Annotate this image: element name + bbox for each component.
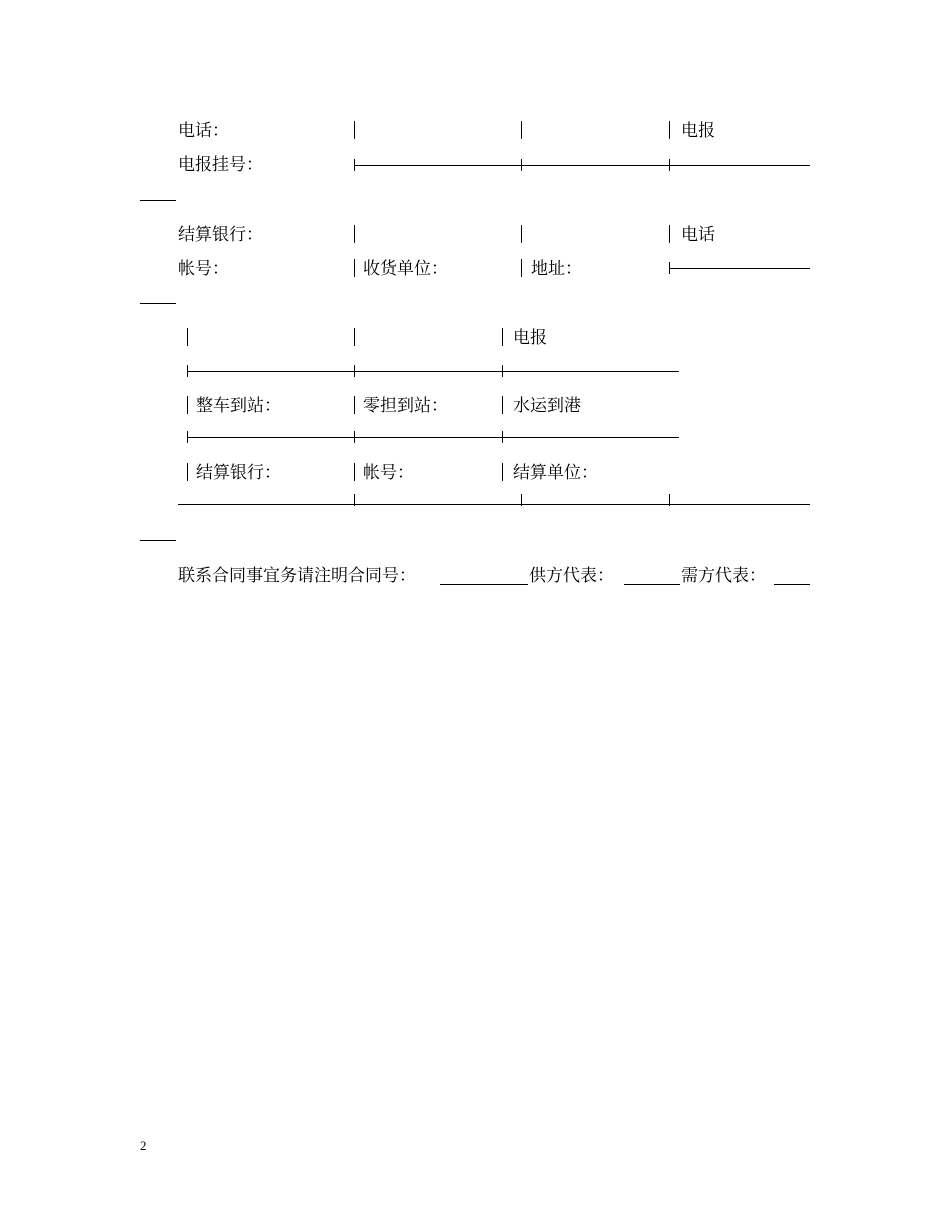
row-separator-tick <box>669 159 670 171</box>
row-separator-tick <box>521 159 522 171</box>
telegram-code-label: 电报挂号： <box>178 155 263 175</box>
column-divider <box>354 328 355 346</box>
column-divider <box>521 259 522 277</box>
column-divider <box>502 328 503 346</box>
contract-number-note: 联系合同事宜务请注明合同号： <box>178 566 416 586</box>
address-label: 地址： <box>531 259 582 279</box>
wrapped-line-tail <box>140 200 176 201</box>
phone-label-right: 电话 <box>681 225 715 245</box>
phone-label: 电话： <box>178 121 229 141</box>
column-divider <box>669 121 670 139</box>
wrapped-line-tail <box>140 540 176 541</box>
settlement-unit-label: 结算单位： <box>513 463 598 483</box>
column-divider <box>521 225 522 243</box>
row-separator-tick <box>669 494 670 506</box>
account-label-2: 帐号： <box>363 463 414 483</box>
column-divider <box>354 225 355 243</box>
column-divider <box>187 396 188 414</box>
column-divider <box>502 396 503 414</box>
account-label: 帐号： <box>178 259 229 279</box>
row-separator-line <box>178 504 810 505</box>
column-divider <box>354 463 355 481</box>
row-separator-tick <box>521 494 522 506</box>
bank-label: 结算银行： <box>178 225 263 245</box>
row-separator-tick <box>502 431 503 443</box>
consignee-label: 收货单位： <box>363 259 448 279</box>
row-separator-tick <box>502 365 503 377</box>
supplier-rep-label: 供方代表： <box>529 566 614 586</box>
row-separator-line <box>187 371 679 372</box>
supplier-rep-blank <box>624 584 680 585</box>
column-divider <box>354 259 355 277</box>
column-divider <box>187 463 188 481</box>
rail-station-label: 整车到站： <box>196 396 281 416</box>
row-separator-tick <box>354 494 355 506</box>
bank-label-2: 结算银行： <box>196 463 281 483</box>
row-separator-line <box>187 437 679 438</box>
column-divider <box>502 463 503 481</box>
column-divider <box>521 121 522 139</box>
row-separator-line <box>669 268 810 269</box>
contract-number-blank <box>440 584 528 585</box>
buyer-rep-label: 需方代表： <box>681 566 766 586</box>
column-divider <box>354 121 355 139</box>
wrapped-line-tail <box>140 303 176 304</box>
row-separator-tick <box>354 431 355 443</box>
page-number: 2 <box>140 1138 147 1153</box>
row-separator-line <box>354 165 810 166</box>
telegram-label-2: 电报 <box>513 328 547 348</box>
telegram-label: 电报 <box>681 121 715 141</box>
column-divider <box>354 396 355 414</box>
row-separator-tick <box>354 365 355 377</box>
water-port-label: 水运到港 <box>513 396 581 416</box>
column-divider <box>669 225 670 243</box>
column-divider <box>187 328 188 346</box>
less-load-station-label: 零担到站： <box>363 396 448 416</box>
buyer-rep-blank <box>774 584 810 585</box>
